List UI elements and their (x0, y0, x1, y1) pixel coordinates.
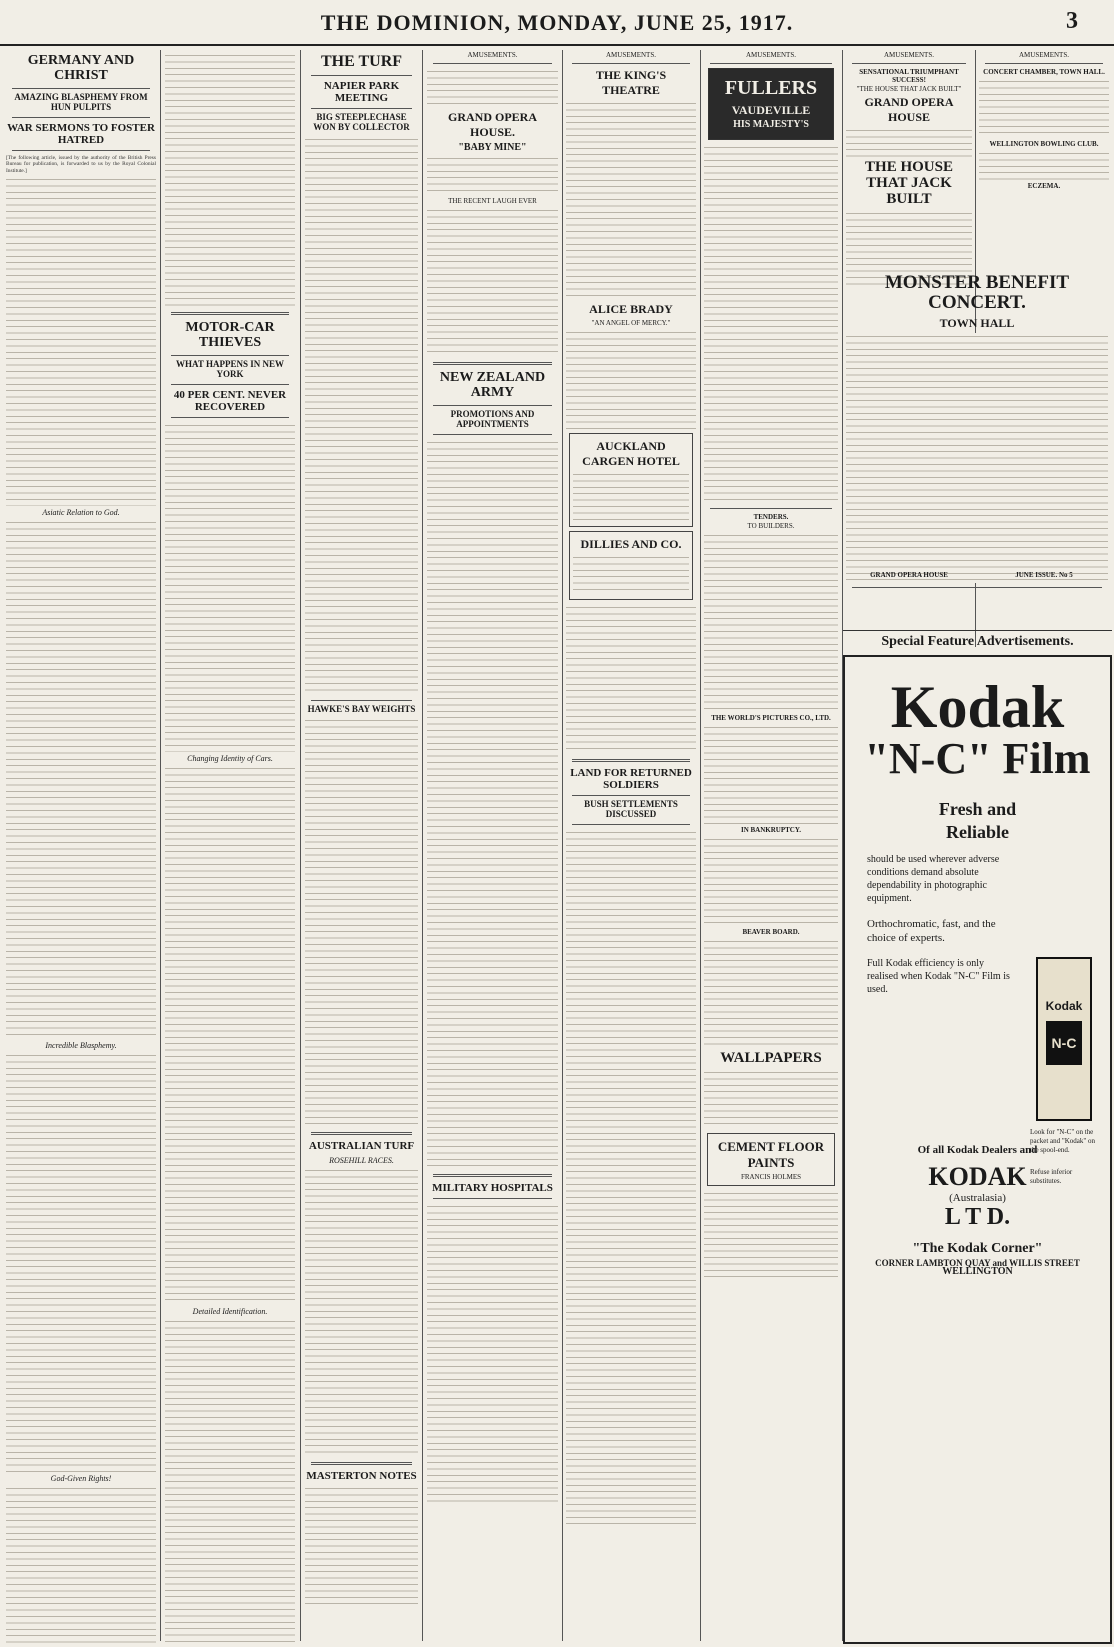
body-text-block (427, 439, 558, 1169)
kodak-brand-2: KODAK (928, 1162, 1027, 1191)
section-subheading: Asiatic Relation to God. (42, 507, 120, 517)
body-text-block (566, 604, 696, 754)
kodak-corner: "The Kodak Corner" (912, 1241, 1043, 1256)
kodak-efficiency: Full Kodak efficiency is only realised when Kodak "N-C" Film is used. (867, 958, 1010, 995)
body-text-block (305, 1167, 418, 1457)
ad-heading: WELLINGTON BOWLING CLUB. (989, 140, 1099, 148)
special-feature-heading: Special Feature Advertisements. (843, 630, 1112, 653)
body-text-block (427, 207, 558, 357)
ad-heading: "BABY MINE" (458, 142, 527, 153)
body-text-block (704, 836, 838, 926)
article-heading: NEW ZEALAND ARMY (439, 370, 546, 401)
column-rule (422, 50, 423, 1641)
body-text-block (305, 1485, 418, 1605)
kodak-ortho: Orthochromatic, fast, and the choice of experts. (867, 918, 996, 944)
article-heading: MOTOR-CAR THIEVES (185, 320, 275, 351)
kodak-film-title: "N-C" Film (864, 734, 1091, 783)
ad-heading: JUNE ISSUE. No 5 (1015, 571, 1073, 579)
body-text-block (6, 1485, 156, 1647)
section-subheading: ROSEHILL RACES. (329, 1155, 394, 1165)
ad-heading: GRAND OPERA HOUSE (870, 571, 948, 579)
ad-heading: DILLIES AND CO. (580, 537, 682, 551)
ad-heading: GRAND OPERA HOUSE. (448, 110, 537, 139)
body-text-block (165, 765, 295, 1305)
kodak-tagline: should be used wherever adverse conditions demand absolute dependability in photographic equipment. (867, 854, 1000, 904)
kodak-reliable: Reliable (946, 822, 1009, 842)
ad-text: "THE HOUSE THAT JACK BUILT" (856, 85, 962, 93)
body-text-block (305, 136, 418, 696)
body-text-block (704, 938, 838, 1048)
ad-heading: ECZEMA. (1027, 182, 1061, 190)
section-label: AMUSEMENTS. (884, 51, 934, 59)
ad-text: FRANCIS HOLMES (740, 1173, 802, 1181)
ad-heading: CONCERT CHAMBER, TOWN HALL. (983, 68, 1105, 76)
ad-heading: CEMENT FLOOR PAINTS (717, 1139, 825, 1170)
column-amusements-8 (979, 50, 1109, 267)
body-text-block (704, 532, 838, 712)
article-subheading: 40 PER CENT. NEVER RECOVERED (173, 388, 287, 413)
body-text-block (165, 1318, 295, 1647)
body-text-block (566, 829, 696, 1529)
kodak-refuse: Refuse inferior substitutes. (1030, 1168, 1073, 1185)
article-subheading: BUSH SETTLEMENTS DISCUSSED (584, 799, 678, 820)
section-subheading: Detailed Identification. (192, 1306, 268, 1316)
column-germany-christ (6, 50, 156, 1647)
masthead-title: THE DOMINION, MONDAY, JUNE 25, 1917. (320, 10, 794, 35)
film-package-illustration: Kodak N-C (1036, 957, 1092, 1121)
ad-heading: AUCKLAND CARGEN HOTEL (582, 439, 680, 468)
ad-heading: SENSATIONAL TRIUMPHANT SUCCESS! (859, 68, 959, 84)
body-text-block (305, 717, 418, 1127)
article-subheading: NAPIER PARK MEETING (323, 79, 400, 104)
column-rule (562, 50, 563, 1641)
section-label: AMUSEMENTS. (467, 51, 518, 59)
body-text-block (573, 554, 689, 594)
kodak-fresh: Fresh and (938, 799, 1017, 819)
article-subheading: AMAZING BLASPHEMY FROM HUN PULPITS (14, 91, 148, 112)
ad-heading: TOWN HALL (939, 315, 1015, 330)
section-subheading: Changing Identity of Cars. (187, 753, 273, 763)
column-nz-army (427, 50, 558, 1647)
body-text-block (566, 329, 696, 429)
page-number: 3 (1066, 8, 1078, 34)
cement-ad (707, 1133, 835, 1186)
kodak-dealers: Of all Kodak Dealers and (917, 1144, 1038, 1156)
hotel-ad (569, 433, 693, 527)
column-fullers (704, 50, 838, 1647)
section-label: TENDERS. (753, 513, 789, 521)
body-text-block (427, 155, 558, 195)
ad-heading: IN BANKRUPTCY. (740, 826, 802, 834)
section-label: AMUSEMENTS. (746, 51, 796, 59)
dillies-ad (569, 531, 693, 600)
masthead (0, 0, 1114, 46)
section-label: AMUSEMENTS. (1019, 51, 1069, 59)
article-heading: MILITARY HOSPITALS (432, 1181, 553, 1194)
body-text-block (979, 78, 1109, 138)
ad-heading: MONSTER BENEFIT CONCERT. (884, 272, 1070, 313)
column-land-soldiers (566, 50, 696, 1647)
section-label: TO BUILDERS. (747, 522, 795, 530)
kodak-look-for: Look for "N-C" on the packet and "Kodak" on the spool-end. (1030, 1128, 1095, 1154)
section-subheading: God-Given Rights! (50, 1473, 112, 1483)
ad-heading: THE WORLD'S PICTURES CO., LTD. (711, 714, 831, 722)
article-subheading: AUSTRALIAN TURF (308, 1140, 415, 1153)
article-subheading: WHAT HAPPENS IN NEW YORK (176, 358, 284, 379)
body-text-block (704, 144, 838, 504)
kodak-ltd: L T D. (944, 1204, 1011, 1230)
column-rule (700, 50, 701, 1641)
column-rule (300, 50, 301, 1641)
ad-text: "AN ANGEL OF MERCY." (591, 319, 671, 327)
article-heading: THE TURF (320, 53, 403, 70)
section-subheading: Incredible Blasphemy. (45, 1040, 117, 1050)
body-text-block (6, 1052, 156, 1472)
article-subheading: MASTERTON NOTES (306, 1469, 417, 1482)
body-text-block (704, 1069, 838, 1129)
ad-heading: THE KING'S THEATRE (595, 68, 667, 97)
column-rule (160, 50, 161, 1641)
body-text-block (165, 422, 295, 752)
article-heading: LAND FOR RETURNED SOLDIERS (570, 767, 692, 792)
kodak-address: CORNER LAMBTON QUAY and WILLIS STREET (875, 1258, 1080, 1268)
ad-heading: ALICE BRADY (589, 302, 673, 316)
kodak-brand: Kodak (890, 674, 1065, 740)
ad-heading: BEAVER BOARD. (742, 928, 800, 936)
body-text-block (846, 333, 1108, 583)
body-text-block (566, 100, 696, 300)
section-label: AMUSEMENTS. (606, 51, 656, 59)
body-text-block (704, 724, 838, 824)
body-text-block (704, 1190, 838, 1280)
body-text-block (427, 1203, 558, 1503)
kodak-city: WELLINGTON (942, 1266, 1013, 1277)
body-text-block (6, 519, 156, 1039)
article-subheading: PROMOTIONS AND APPOINTMENTS (450, 408, 535, 429)
article-heading: GERMANY AND CHRIST (27, 53, 135, 84)
body-text-block (165, 52, 295, 307)
ad-heading: THE HOUSE THAT JACK BUILT (865, 159, 953, 207)
body-text-block (573, 471, 689, 521)
ad-heading: GRAND OPERA HOUSE (864, 95, 954, 124)
article-intro: [The following article, issued by the authority of the British Press Bureau for publication, is forwarded to us by the Royal Colonial Institute.] (6, 154, 156, 174)
body-text-block (979, 150, 1109, 180)
column-turf (305, 50, 418, 1647)
ad-text: THE RECENT LAUGH EVER (448, 197, 537, 205)
kodak-advertisement (843, 655, 1112, 1644)
body-text-block (427, 68, 558, 108)
column-motor-car (165, 50, 295, 1647)
body-text-block (846, 127, 972, 157)
article-subheading: BIG STEEPLECHASE WON BY COLLECTOR (313, 111, 410, 132)
ad-heading: WALLPAPERS (720, 1050, 822, 1066)
article-subheading: HAWKE'S BAY WEIGHTS (307, 703, 416, 714)
kodak-australasia: (Australasia) (949, 1192, 1006, 1204)
article-subheading: WAR SERMONS TO FOSTER HATRED (7, 121, 155, 146)
body-text-block (6, 176, 156, 506)
fullers-logo: FULLERS VAUDEVILLE HIS MAJESTY'S (708, 68, 834, 140)
